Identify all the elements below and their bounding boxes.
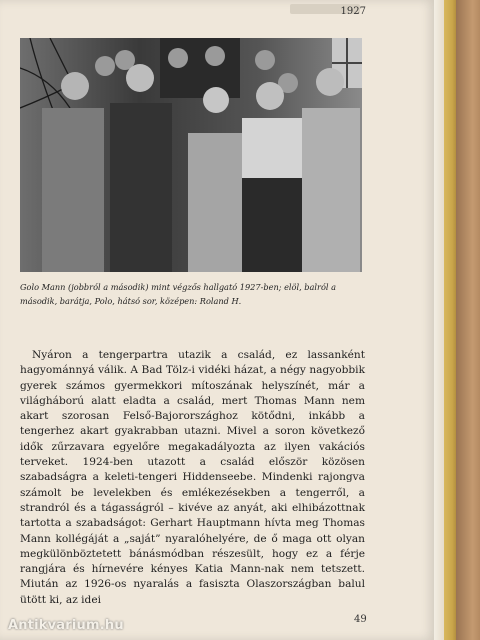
- page-stack-edge: [434, 0, 444, 640]
- watermark-logo: Antikvarium.hu: [8, 618, 124, 633]
- page-number: 49: [354, 614, 367, 625]
- table-surface: [456, 0, 480, 640]
- body-paragraph: Nyáron a tengerpartra utazik a család, ez lassanként hagyománnyá válik. A Bad Tölz-i vidéki házat, a négy nagyobbik gyerek számos gyermekkori mítoszának helyszínét, már a világháború alatt eladta a család, mert Thomas Mann nem akart szorosan Felső-Bajorországhoz kötődni, inkább a tengerhez akart gyakrabban utazni. Mivel a soron következő idők zűrzavara egyelőre megakadályozta az ilyen vakációs terveket. 1924-ben utazott a család először közösen szabadságra a keleti-tengeri Hiddenseebe. Mindenki rajongva számolt be levelekben és emlékezésekben a tengerről, a strandról és a tágasságról – kivéve az anyát, aki elhibázottnak tartotta a szabadságot: Gerhart Hauptmann hívta meg Thomas Mann kollégáját a „saját” nyaralóhelyére, de ő maga ott olyan megkülönböztetett bánásmódban részesült, hogy ez a férje rangjára és hírnevére kényes Katia Mann-nak nem tetszett. Miután az 1926-os nyaralás a fasiszta Olaszországban balul ütött ki, az idei: [20, 349, 365, 606]
- photo-caption: Golo Mann (jobbról a második) mint végzős hallgató 1927-ben; elöl, balról a második, barátja, Polo, hátsó sor, középen: Roland H.: [20, 282, 336, 306]
- group-photo: [20, 38, 362, 272]
- year-header: 1927: [340, 6, 366, 17]
